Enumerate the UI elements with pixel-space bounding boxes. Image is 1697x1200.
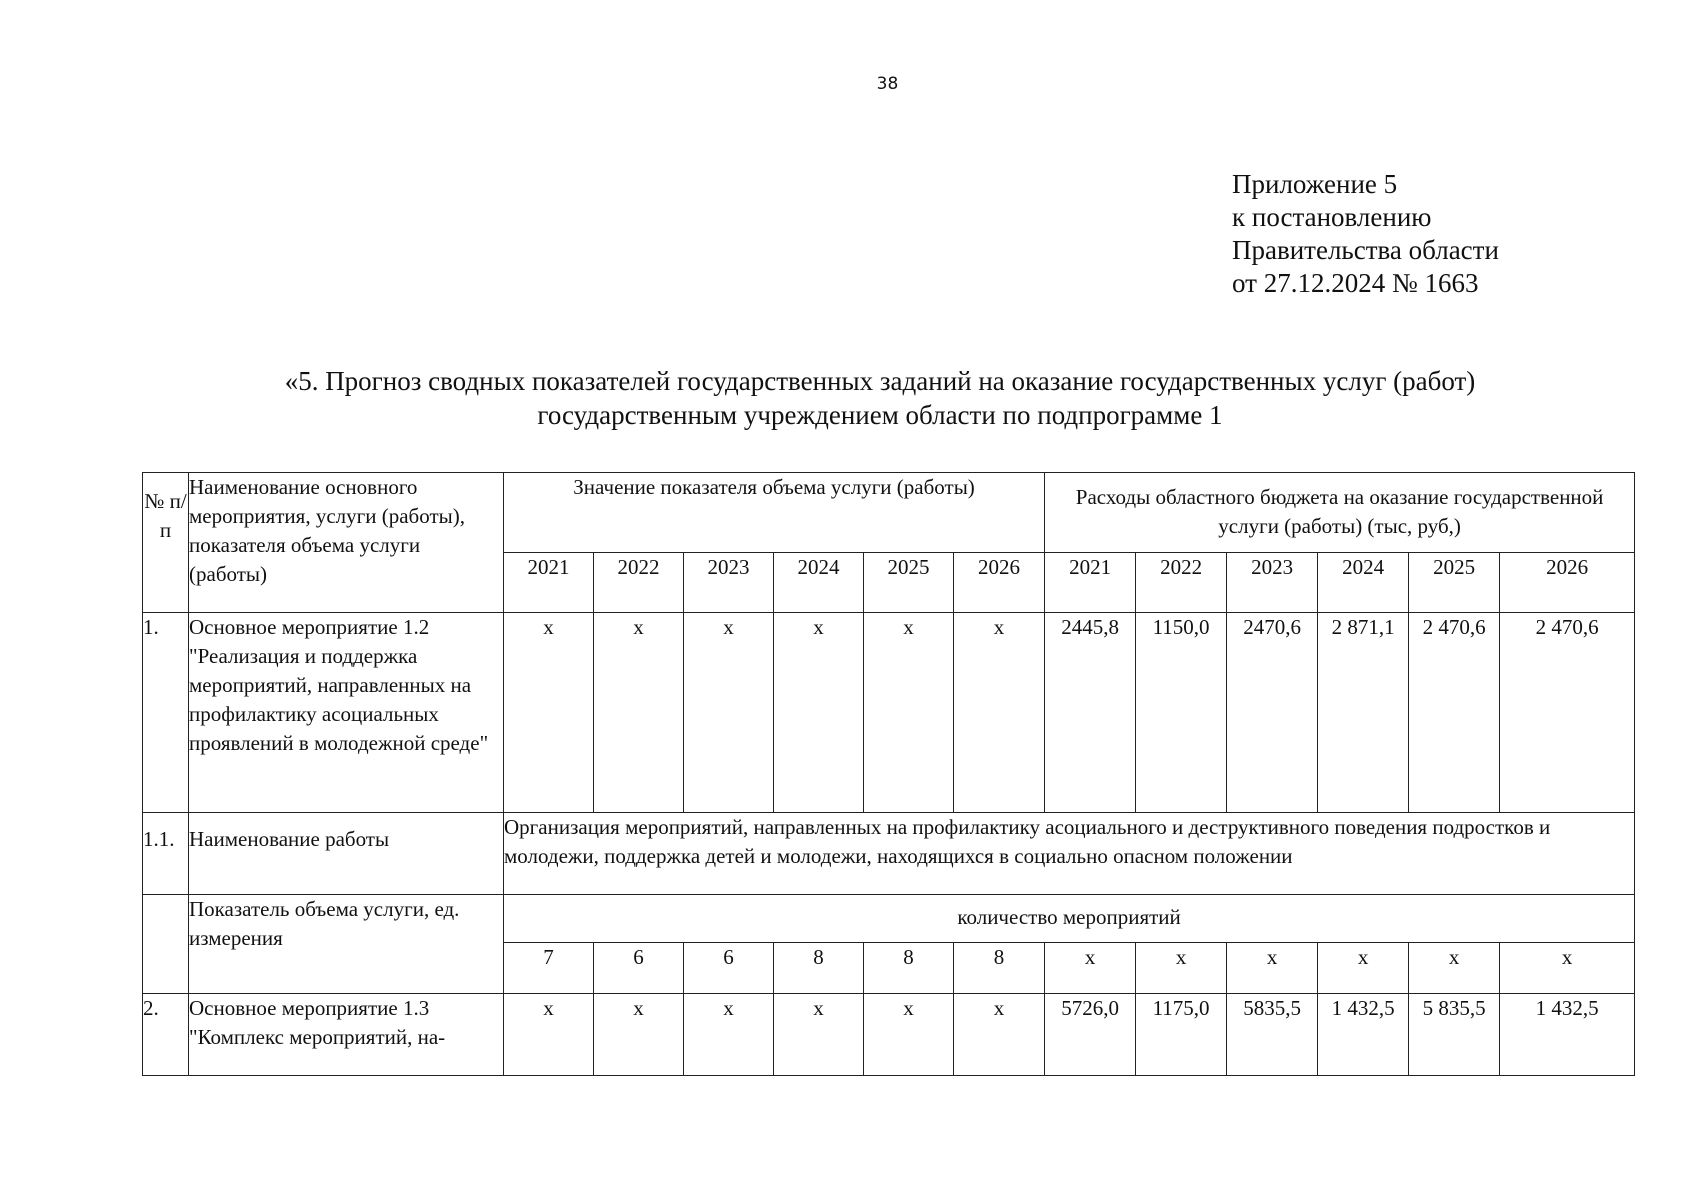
budget-cell: 5 835,5 xyxy=(1409,994,1500,1076)
volume-cell: х xyxy=(504,613,594,813)
budget-cell: 1 432,5 xyxy=(1318,994,1409,1076)
title-line: «5. Прогноз сводных показателей государственных заданий на оказание государственных услуг (работ) xyxy=(284,366,1476,396)
volume-cell: х xyxy=(864,613,954,813)
year-cell: 2026 xyxy=(954,553,1045,613)
appendix-line: Приложение 5 xyxy=(1232,169,1398,199)
appendix-line: к постановлению xyxy=(1232,202,1432,232)
volume-cell: х xyxy=(774,613,864,813)
table-row xyxy=(143,813,1635,895)
year-cell: 2024 xyxy=(1318,553,1409,613)
budget-cell: 2470,6 xyxy=(1227,613,1318,813)
budget-cell: х xyxy=(1045,943,1136,994)
budget-cell: 5835,5 xyxy=(1227,994,1318,1076)
row-num: 1. xyxy=(143,613,189,813)
budget-cell: 1175,0 xyxy=(1136,994,1227,1076)
row-name: Основное мероприятие 1.3 "Комплекс мероприятий, на- xyxy=(189,994,504,1076)
volume-cell: х xyxy=(594,613,684,813)
volume-cell: х xyxy=(774,994,864,1076)
row-num: 2. xyxy=(143,994,189,1076)
row-name: Основное мероприятие 1.2 "Реализация и поддержка мероприятий, направленных на профилактику асоциальных проявлений в молодежной среде" xyxy=(189,613,504,813)
year-cell: 2025 xyxy=(864,553,954,613)
volume-cell: х xyxy=(594,994,684,1076)
work-description: Организация мероприятий, направленных на профилактику асоциального и деструктивного поведения подростков и молодежи, поддержка детей и молодежи, находящихся в социально опасном положении xyxy=(504,813,1635,895)
budget-cell: х xyxy=(1136,943,1227,994)
volume-cell: 8 xyxy=(774,943,864,994)
title-line: государственным учреждением области по подпрограмме 1 xyxy=(537,400,1223,430)
budget-cell: 1150,0 xyxy=(1136,613,1227,813)
year-cell: 2024 xyxy=(774,553,864,613)
year-cell: 2026 xyxy=(1500,553,1635,613)
appendix-line: Правительства области xyxy=(1232,235,1499,265)
budget-cell: 2445,8 xyxy=(1045,613,1136,813)
row-num xyxy=(143,895,189,994)
volume-cell: 8 xyxy=(954,943,1045,994)
indicator-name: Показатель объема услуги, ед. измерения xyxy=(189,895,504,994)
volume-cell: х xyxy=(864,994,954,1076)
budget-cell: 2 871,1 xyxy=(1318,613,1409,813)
volume-cell: х xyxy=(504,994,594,1076)
appendix-block xyxy=(1232,168,1499,300)
budget-cell: х xyxy=(1318,943,1409,994)
budget-cell: х xyxy=(1227,943,1318,994)
budget-cell: 2 470,6 xyxy=(1500,613,1635,813)
table-row xyxy=(143,613,1635,813)
year-cell: 2025 xyxy=(1409,553,1500,613)
budget-cell: 1 432,5 xyxy=(1500,994,1635,1076)
row-name: Наименование работы xyxy=(189,813,504,895)
volume-cell: 6 xyxy=(684,943,774,994)
year-cell: 2021 xyxy=(1045,553,1136,613)
page-number: 38 xyxy=(876,74,899,94)
forecast-table xyxy=(142,472,1635,1076)
volume-cell: 8 xyxy=(864,943,954,994)
volume-cell: 6 xyxy=(594,943,684,994)
budget-cell: х xyxy=(1409,943,1500,994)
volume-cell: х xyxy=(684,613,774,813)
header-row xyxy=(143,473,1635,553)
year-cell: 2022 xyxy=(1136,553,1227,613)
header-name: Наименование основного мероприятия, услуги (работы), показателя объема услуги (работы) xyxy=(189,473,504,613)
budget-cell: х xyxy=(1500,943,1635,994)
row-num: 1.1. xyxy=(143,813,189,895)
budget-cell: 2 470,6 xyxy=(1409,613,1500,813)
table-row xyxy=(143,994,1635,1076)
indicator-row xyxy=(143,895,1635,943)
document-title xyxy=(130,364,1630,432)
year-cell: 2023 xyxy=(1227,553,1318,613)
header-budget: Расходы областного бюджета на оказание государственной услуги (работы) (тыс, руб,) xyxy=(1045,473,1635,553)
volume-cell: х xyxy=(954,613,1045,813)
header-num: № п/п xyxy=(143,473,189,613)
volume-cell: 7 xyxy=(504,943,594,994)
year-cell: 2023 xyxy=(684,553,774,613)
appendix-line: от 27.12.2024 № 1663 xyxy=(1232,268,1479,298)
volume-cell: х xyxy=(954,994,1045,1076)
indicator-unit: количество мероприятий xyxy=(504,895,1635,943)
header-volume: Значение показателя объема услуги (работы) xyxy=(504,473,1045,553)
volume-cell: х xyxy=(684,994,774,1076)
year-cell: 2022 xyxy=(594,553,684,613)
budget-cell: 5726,0 xyxy=(1045,994,1136,1076)
year-cell: 2021 xyxy=(504,553,594,613)
